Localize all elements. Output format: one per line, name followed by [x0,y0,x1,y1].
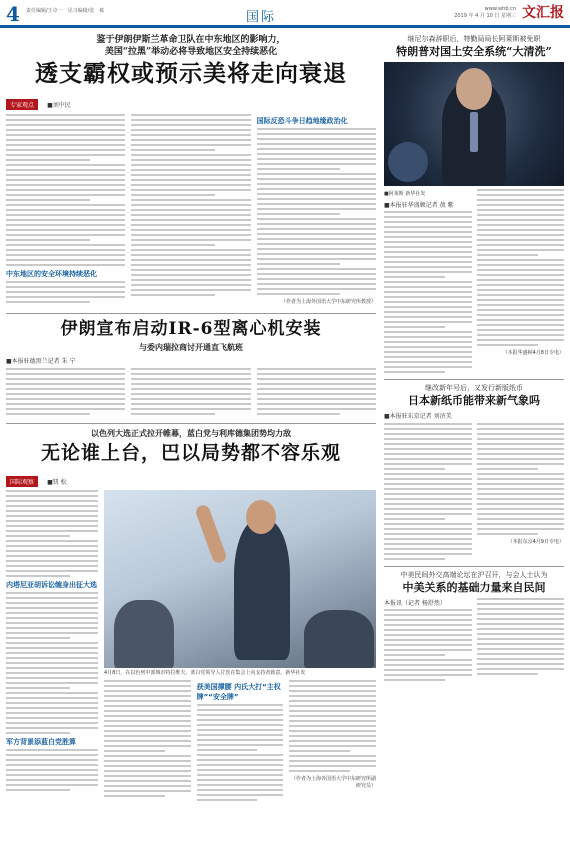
photo-gantz-rally [104,490,376,668]
text-column [6,114,125,310]
dateline: （本报东京4月9日专电） [507,539,564,545]
article-us-iran [6,34,376,310]
text-column [6,490,98,804]
section-subhead: 军方背景添蓝白党胜算 [6,738,76,746]
article-body [6,114,376,310]
section-subhead: 中东地区的安全环境持续恶化 [6,270,97,278]
section-subhead: 内塔尼亚胡诉讼缠身出征大选 [6,581,97,589]
article-body [6,490,376,804]
text-column [131,114,250,310]
article-subhead: 与委内瑞拉商讨开通直飞航班 [139,342,243,352]
article-headline: 无论谁上台，巴以局势都不容乐观 [40,442,341,464]
article-kicker: 继改新年号后，又发行新版纸币 [425,384,523,392]
article-kicker: 以色列大选正式拉开帷幕，蓝白党与利库德集团势均力敌 [91,428,291,438]
article-kicker: 鉴于伊朗伊斯兰革命卫队在中东地区的影响力， [96,35,286,45]
section-subhead: 获美国撑腰 内氏大打“主权牌”“安全牌” [196,683,281,701]
section-subhead: 国际反恐斗争日趋地缘政治化 [256,117,348,125]
article-japan-banknotes [384,383,564,563]
photo-alles [384,62,564,186]
article-byline: ■刘中民 [47,102,71,109]
article-byline: 本报讯（记者 杨舒然） [384,600,446,607]
masthead [0,0,570,28]
article-headline: 伊朗宣布启动IR-6型离心机安装 [60,319,322,339]
article-trump-dhs [384,34,564,376]
article-body [384,423,564,563]
photo-caption: ■阿莱斯 新华社发 [384,191,426,197]
article-headline: 中美关系的基础力量来自民间 [402,581,546,594]
editor-credits: 责任编辑/王卓一 见习编辑/张 栋 [26,8,105,14]
article-china-us-forum [384,570,564,684]
article-headline: 特朗普对国土安全系统“大清洗” [396,45,552,58]
expert-view-tag: 专家观点 [6,99,38,110]
photo-caption: 4月8日，在以色列中部城市特拉维夫，蓝白党领导人甘茨在集会上向支持者致意。新华社发 [104,670,306,676]
section-name: 国际 [246,10,277,25]
article-byline: ■本报驻德黑兰记者 朱 宁 [6,358,76,365]
article-kicker: 中美民间外交高端论坛在沪召开，与会人士认为 [400,571,548,579]
author-credit: （作者为上海外国语大学中东研究所副研究员） [291,776,377,789]
article-body [384,189,564,376]
article-headline: 透支霸权或预示美将走向衰退 [35,60,347,87]
article-iran-centrifuge [6,317,376,420]
analysis-tag: 国际观察 [6,476,38,487]
article-kicker: 美国“拉黑”举动必将导致地区安全持续恶化 [104,47,278,57]
article-byline: ■本报驻东京记者 刘济美 [384,413,452,420]
right-column [384,34,564,684]
article-byline: ■本报驻华盛顿记者 敖 紫 [384,202,454,209]
photo-and-text [104,490,376,804]
page-number: 4 [6,2,20,26]
article-israel-election [6,427,376,804]
issue-date: 2019 年 4 月 10 日 星期三 [454,13,516,19]
article-body [384,598,564,684]
article-body-lower [104,680,376,804]
header-info [454,6,516,20]
article-body [6,368,376,420]
text-column [257,114,376,310]
article-kicker: 继尼尔森辞职后，特勤局局长阿莱斯被免职 [407,35,541,43]
article-headline: 日本新纸币能带来新气象吗 [408,394,540,407]
website[interactable]: www.whb.cn [484,6,516,12]
dateline: （本报华盛顿4月8日专电） [502,350,564,356]
newspaper-logo: 文汇报 [522,5,564,21]
left-column [6,34,376,804]
author-credit: （作者为上海外国语大学中东研究所教授） [280,299,376,305]
article-byline: ■钮 松 [47,479,67,486]
